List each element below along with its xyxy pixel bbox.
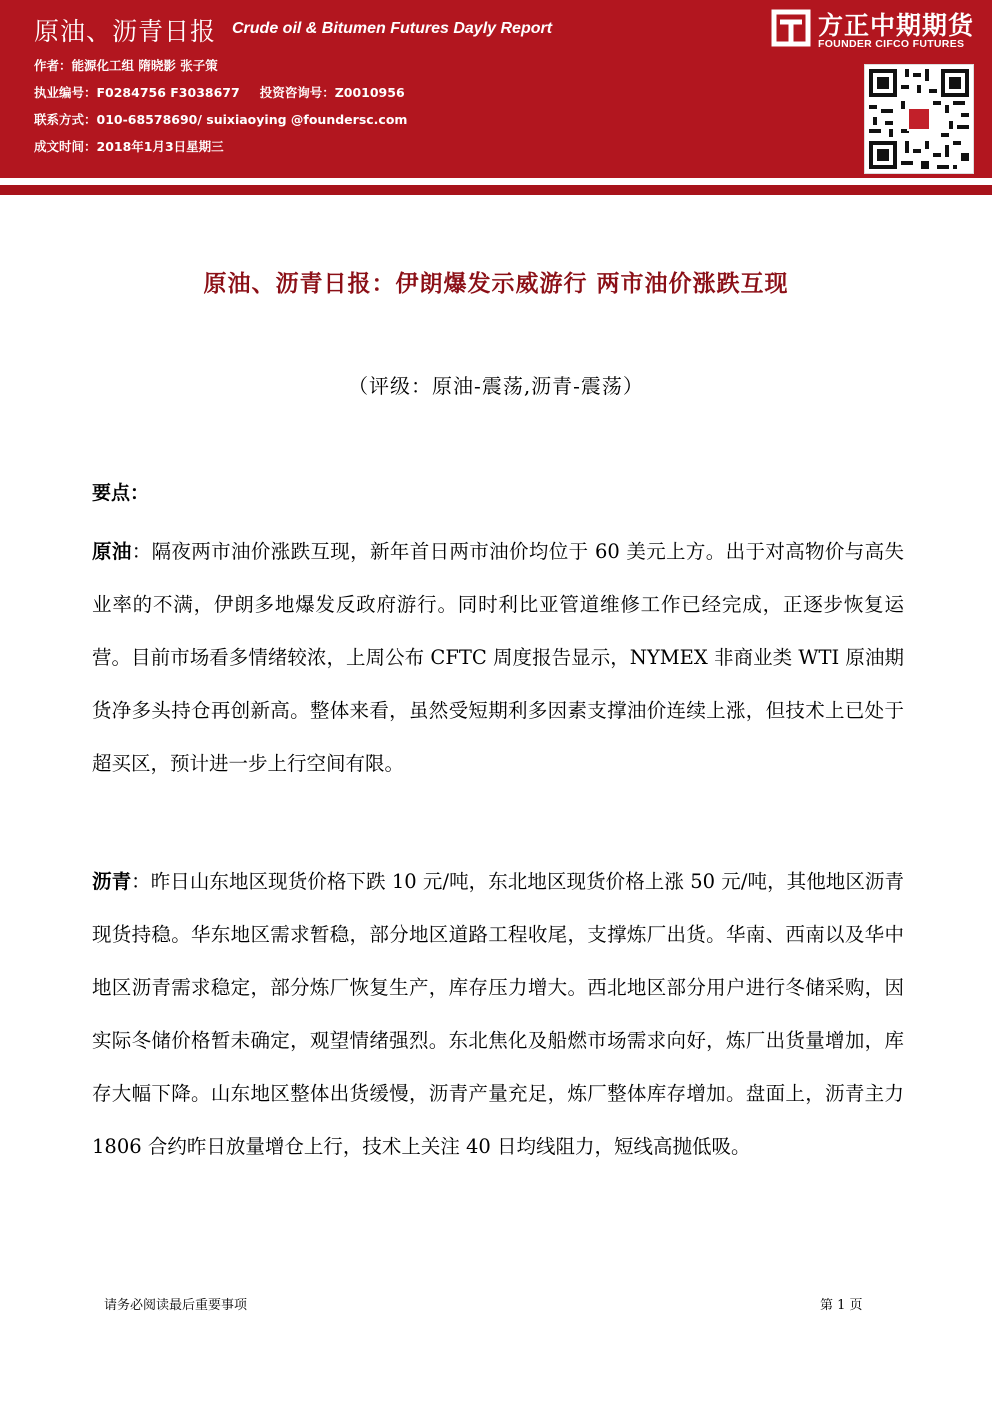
bitumen-text: ：昨日山东地区现货价格下跌 10 元/吨，东北地区现货价格上涨 50 元/吨，其他地区沥青现货持稳。华东地区需求暂稳，部分地区道路工程收尾，支撑炼厂出货。华南、西南以及华中地区沥青需求稳定，部分炼厂恢复生产，库存压力增大。西北地区部分用户进行冬储采购，因实际冬储价格暂未确定，观望情绪强烈。东北焦化及船燃市场需求向好，炼厂出货量增加，库存大幅下降。山东地区整体出货缓慢，沥青产量充足，炼厂整体库存增加。盘面上，沥青主力 1806 合约昨日放量增仓上行，技术上关注 40 日均线阻力，短线高抛低吸。 [92, 870, 904, 1158]
company-logo-icon [770, 8, 812, 48]
company-name-en: FOUNDER CIFCO FUTURES [818, 38, 965, 50]
keypoints-heading: 要点： [92, 482, 150, 504]
date-line: 成文时间：2018年1月3日星期三 [34, 139, 224, 154]
report-title-cn: 原油、沥青日报 [34, 17, 217, 46]
contact-line: 联系方式：010-68578690/ suixiaoying @foundersc.com [34, 112, 408, 127]
license-line [34, 83, 405, 101]
crude-oil-paragraph [92, 525, 904, 790]
qr-code-icon [864, 64, 974, 174]
page-number: 第 1 页 [820, 1298, 863, 1313]
report-headline: 原油、沥青日报：伊朗爆发示威游行 两市油价涨跌互现 [203, 271, 789, 297]
report-title-en: Crude oil & Bitumen Futures Dayly Report [232, 20, 553, 37]
bitumen-label: 沥青 [92, 870, 132, 893]
advisor-number: 投资咨询号：Z0010956 [259, 85, 405, 100]
crude-oil-label: 原油 [92, 540, 132, 563]
report-header [0, 0, 992, 178]
bitumen-paragraph [92, 855, 904, 1173]
authors-line: 作者：能源化工组 隋晓影 张子策 [34, 58, 218, 73]
rating-line: （评级：原油-震荡,沥青-震荡） [348, 374, 644, 398]
footer-notice: 请务必阅读最后重要事项 [104, 1298, 248, 1313]
license-number: 执业编号：F0284756 F3038677 [34, 85, 240, 100]
company-name-cn: 方正中期期货 [818, 11, 975, 40]
crude-oil-text: ：隔夜两市油价涨跌互现，新年首日两市油价均位于 60 美元上方。出于对高物价与高失业率的不满，伊朗多地爆发反政府游行。同时利比亚管道维修工作已经完成，正逐步恢复运营。目前市场看多情绪较浓，上周公布 CFTC 周度报告显示，NYMEX 非商业类 WTI 原油期货净多头持仓再创新高。整体来看，虽然受短期利多因素支撑油价连续上涨，但技术上已处于超买区，预计进一步上行空间有限。 [92, 540, 904, 775]
header-bar [0, 185, 992, 195]
